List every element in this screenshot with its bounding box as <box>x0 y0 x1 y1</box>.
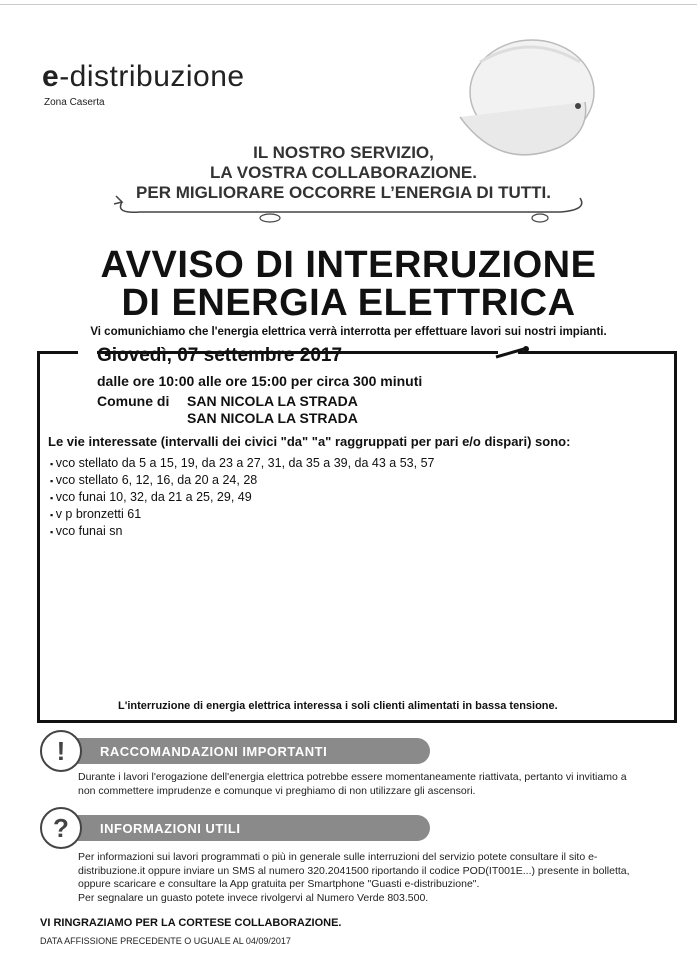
exclamation-icon: ! <box>40 730 82 772</box>
thanks-text: VI RINGRAZIAMO PER LA CORTESE COLLABORAZIONE. <box>40 917 342 929</box>
zone-label: Zona Caserta <box>44 97 105 108</box>
plug-icon <box>494 345 534 361</box>
comune-name-2: SAN NICOLA LA STRADA <box>187 410 358 426</box>
info-text-1: Per informazioni sui lavori programmati o più in generale sulle interruzioni del servizio potete consultare il sito e-distribuzione.it oppure inviare un SMS al numero 320.2041500 riportando il codice POD(IT001E...) presente in bolletta, oppure scaricare e consultare la App gratuita per Smartphone "Guasti e-distribuzione". <box>78 851 630 890</box>
streets-list <box>50 455 434 540</box>
box-gap-left <box>78 347 97 357</box>
power-cord-icon <box>110 188 590 224</box>
info-title: INFORMAZIONI UTILI <box>100 821 241 836</box>
slogan-line-2: LA VOSTRA COLLABORAZIONE. <box>210 163 477 182</box>
notice-title-line-2: DI ENERGIA ELETTRICA <box>121 282 576 324</box>
info-text <box>78 851 638 905</box>
list-item: ▪ vco funai 10, 32, da 21 a 25, 29, 49 <box>50 489 434 506</box>
list-item: ▪ vco stellato 6, 12, 16, da 20 a 24, 28 <box>50 472 434 489</box>
recommendations-title: RACCOMANDAZIONI IMPORTANTI <box>100 744 328 759</box>
list-item: ▪ vco stellato da 5 a 15, 19, da 23 a 27, 31, da 35 a 39, da 43 a 53, 57 <box>50 455 434 472</box>
comune-name-1: SAN NICOLA LA STRADA <box>187 393 358 409</box>
intro-text: Vi comunichiamo che l'energia elettrica verrà interrotta per effettuare lavori sui nostri impianti. <box>90 326 607 338</box>
question-icon: ? <box>40 807 82 849</box>
low-voltage-note: L'interruzione di energia elettrica interessa i soli clienti alimentati in bassa tensione. <box>118 700 558 712</box>
streets-heading: Le vie interessate (intervalli dei civici "da" "a" raggruppati per pari e/o dispari) sono: <box>48 434 571 449</box>
info-text-2: Per segnalare un guasto potete invece rivolgervi al Numero Verde 803.500. <box>78 891 429 904</box>
top-edge-line <box>0 4 697 5</box>
slogan-line-3: PER MIGLIORARE OCCORRE L’ENERGIA DI TUTTI. <box>136 183 551 202</box>
interruption-date: Giovedì, 07 settembre 2017 <box>97 345 343 366</box>
interruption-hours: dalle ore 10:00 alle ore 15:00 per circa 300 minuti <box>97 373 423 389</box>
recommendations-text: Durante i lavori l'erogazione dell'energia elettrica potrebbe essere momentaneamente riattivata, pertanto vi invitiamo a non commettere imprudenze e comunque vi preghiamo di non utilizzare gli ascensori. <box>78 771 627 797</box>
list-item: ▪ v p bronzetti 61 <box>50 506 434 523</box>
list-item: ▪ vco funai sn <box>50 523 434 540</box>
brand-logo: e-distribuzione <box>42 60 245 93</box>
slogan-line-1: IL NOSTRO SERVIZIO, <box>253 143 434 162</box>
posting-date: DATA AFFISSIONE PRECEDENTE O UGUALE AL 04/09/2017 <box>40 936 291 946</box>
notice-title-line-1: AVVISO DI INTERRUZIONE <box>100 244 597 286</box>
comune-label: Comune di <box>97 393 170 409</box>
